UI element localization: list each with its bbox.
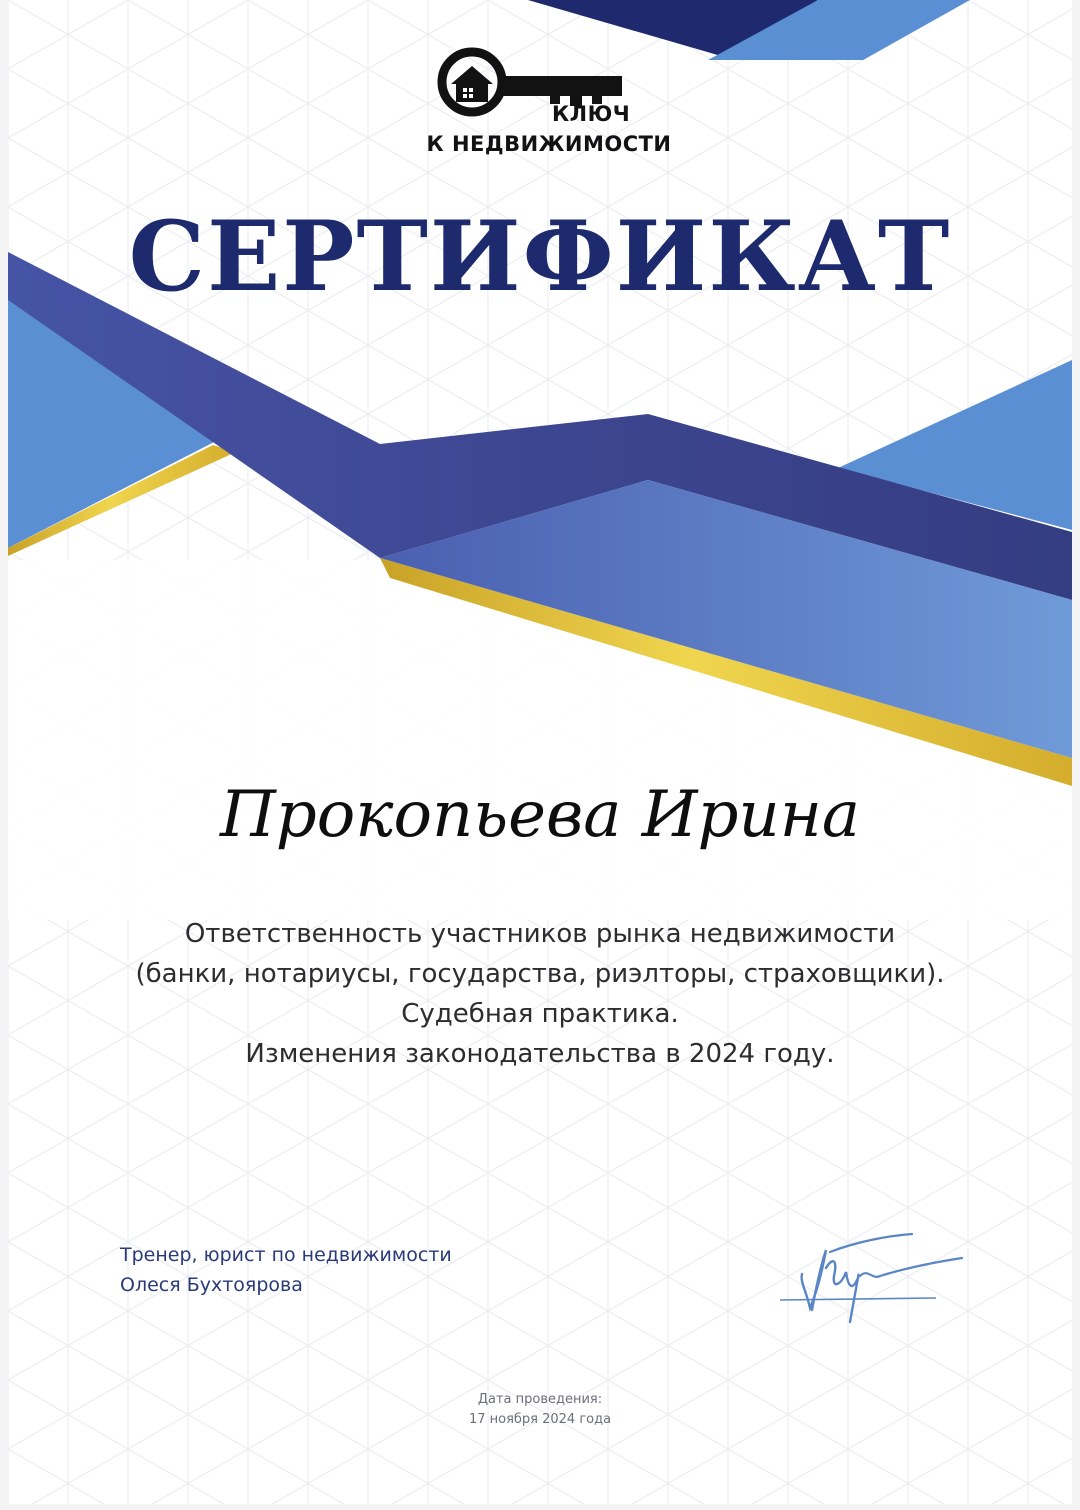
recipient-name: Прокопьева Ирина: [219, 778, 861, 852]
trainer-role: Тренер, юрист по недвижимости: [120, 1244, 452, 1266]
logo-text-key: КЛЮЧ: [552, 102, 631, 126]
handwritten-signature: [776, 1228, 966, 1332]
logo-text-realty: К НЕДВИЖИМОСТИ: [426, 132, 672, 156]
trainer-name: Олеся Бухтоярова: [120, 1274, 303, 1296]
event-date-block: [8, 1390, 1072, 1430]
trainer-block: [120, 1240, 452, 1300]
course-line: Ответственность участников рынка недвижимости: [184, 919, 896, 949]
certificate-page: [8, 0, 1072, 1504]
course-line: Судебная практика.: [401, 999, 679, 1029]
course-description: [48, 914, 1032, 1074]
date-value: 17 ноября 2024 года: [468, 1412, 612, 1427]
course-line: (банки, нотариусы, государства, риэлторы, страховщики).: [135, 959, 945, 989]
company-logo: [418, 44, 688, 162]
certificate-title: СЕРТИФИКАТ: [128, 200, 952, 313]
date-label: Дата проведения:: [477, 1392, 603, 1407]
course-line: Изменения законодательства в 2024 году.: [245, 1039, 835, 1069]
